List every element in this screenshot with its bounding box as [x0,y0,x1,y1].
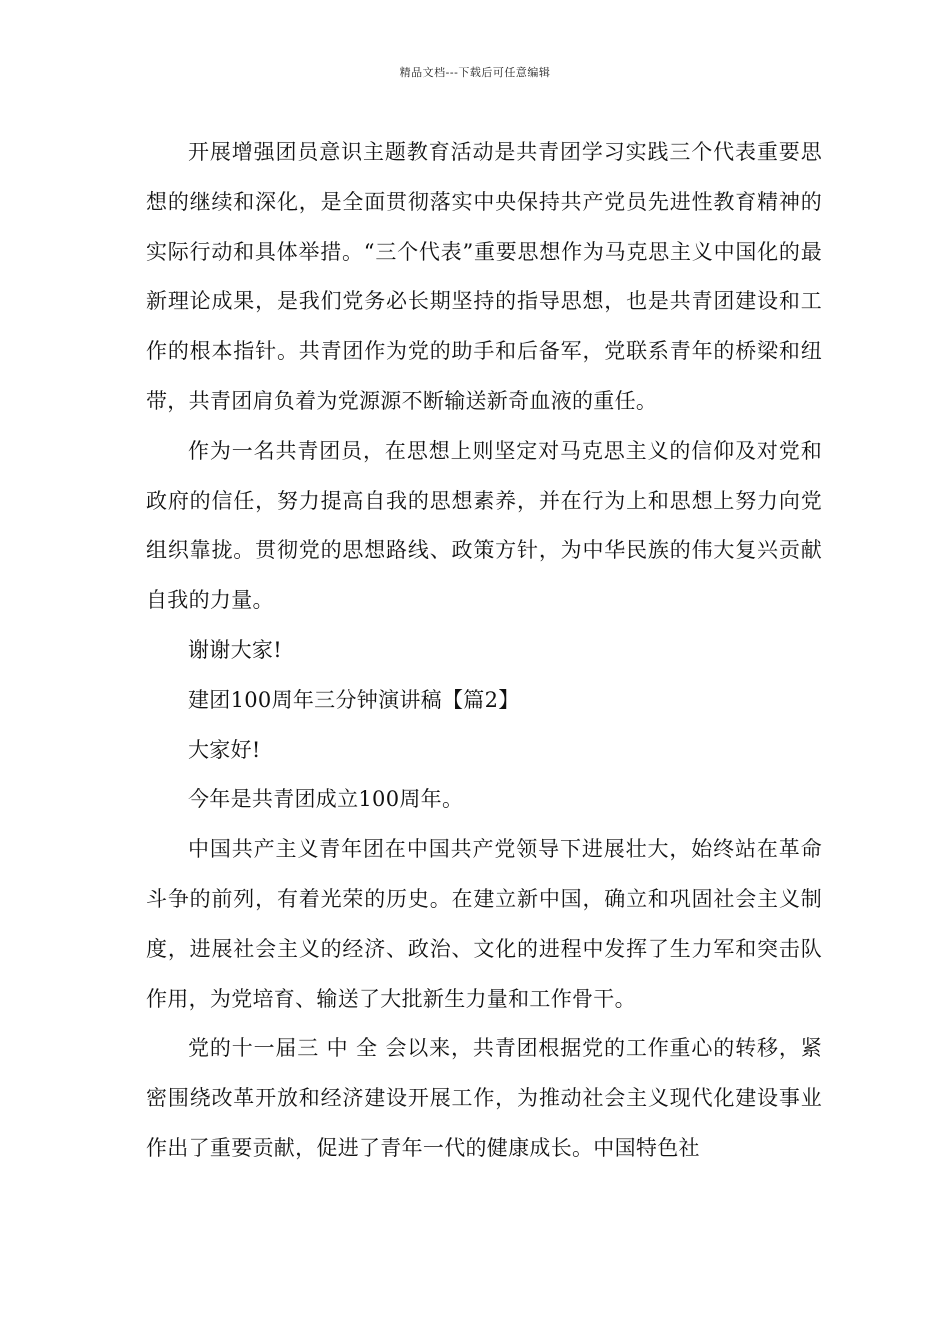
paragraph-reform: 党的十一届三 中 全 会以来，共青团根据党的工作重心的转移，紧密围绕改革开放和经济建设开展工作，为推动社会主义现代化建设事业作出了重要贡献，促进了青年一代的健康成长。中国特色社 [146,1036,822,1160]
paragraph-member: 作为一名共青团员，在思想上则坚定对马克思主义的信仰及对党和政府的信任，努力提高自我的思想素养，并在行为上和思想上努力向党组织靠拢。贯彻党的思想路线、政策方针，为中华民族的伟大复兴贡献自我的力量。 [146,438,822,613]
paragraph-anniversary: 今年是共青团成立100周年。 [188,787,464,812]
document-body [146,128,822,1174]
section-heading: 建团100周年三分钟演讲稿【篇2】 [188,687,520,712]
page-header: 精品文档---下载后可任意编辑 [399,66,551,79]
paragraph-history: 中国共产主义青年团在中国共产党领导下进展壮大，始终站在革命斗争的前列，有着光荣的历史。在建立新中国，确立和巩固社会主义制度，进展社会主义的经济、政治、文化的进程中发挥了生力军和突击队作用，为党培育、输送了大批新生力量和工作骨干。 [146,837,822,1011]
paragraph-intro: 开展增强团员意识主题教育活动是共青团学习实践三个代表重要思想的继续和深化，是全面贯彻落实中央保持共产党员先进性教育精神的实际行动和具体举措。“三个代表”重要思想作为马克思主义中国化的最 新理论成果，是我们党务必长期坚持的指导思想，也是共青团建设和工作的根本指针。共青团作为党的助手和后备军，党联系青年的桥梁和纽带，共青团肩负着为党源源不断输送新奇血液的重任。 [146,140,822,413]
paragraph-greeting: 大家好! [188,737,261,762]
paragraph-thanks: 谢谢大家! [188,637,282,662]
